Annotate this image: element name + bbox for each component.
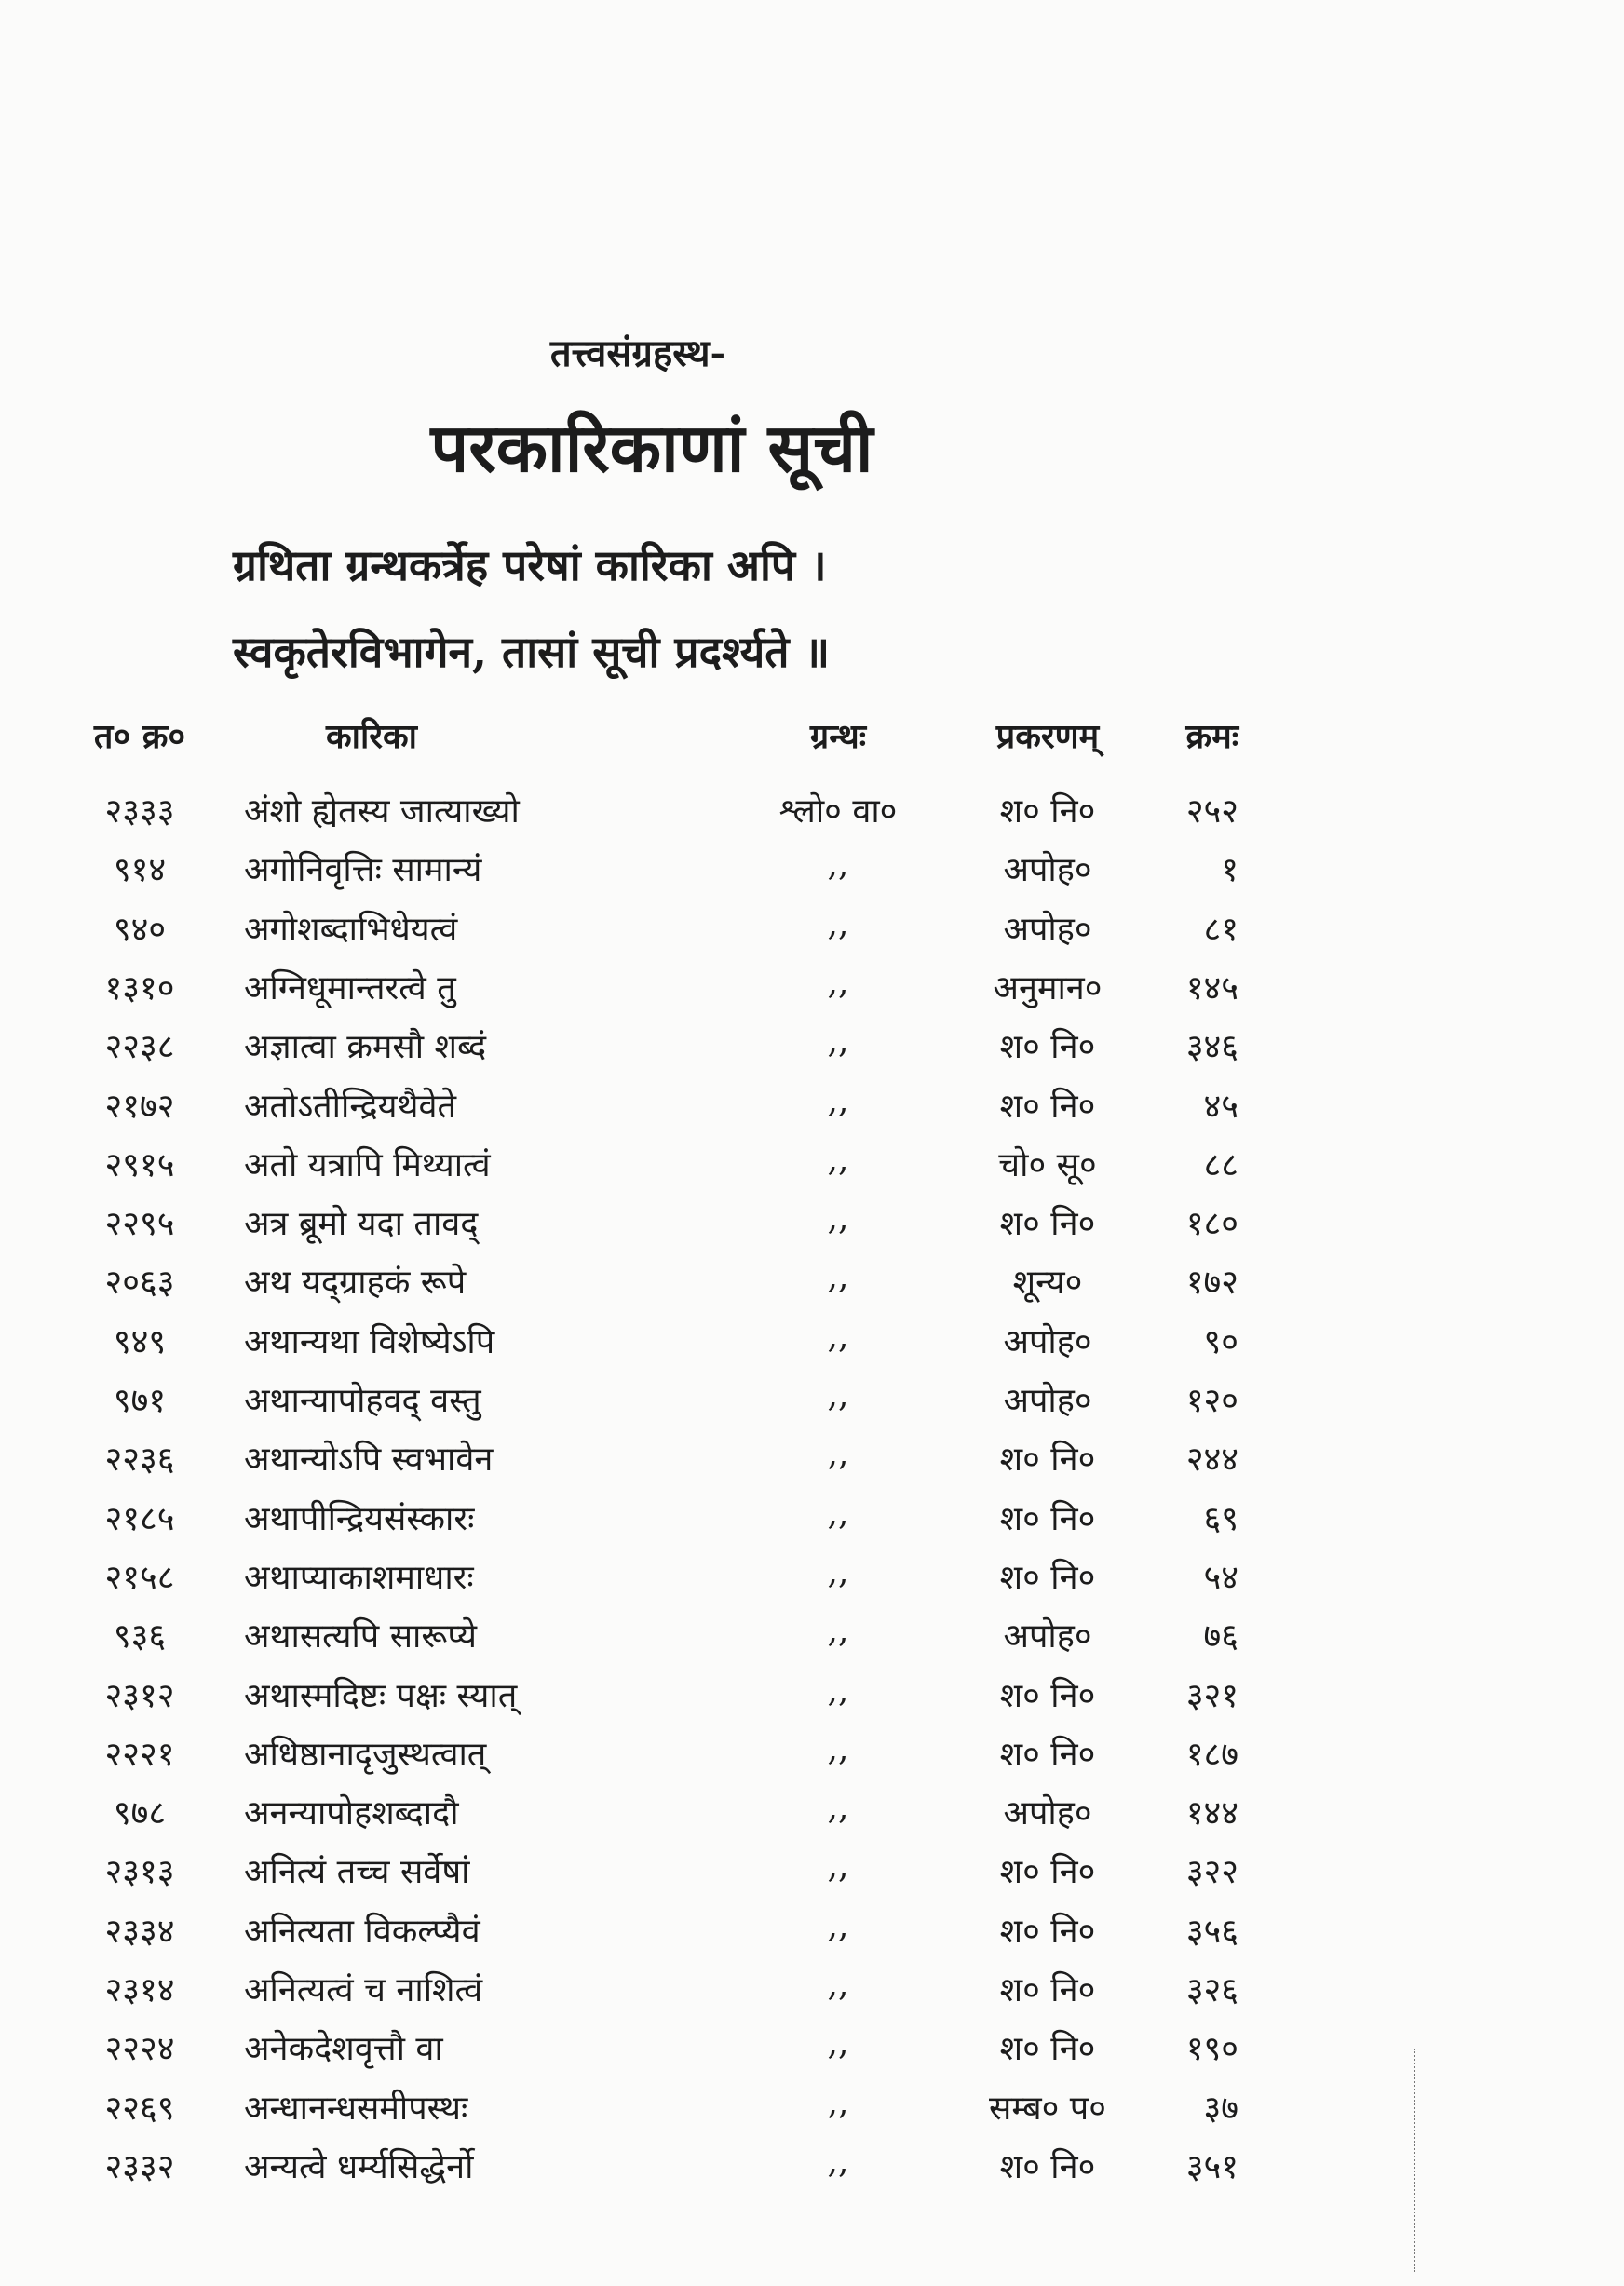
row-grantha: ,,: [827, 2142, 849, 2181]
row-karika: अन्यत्वे धर्म्यसिद्धेर्नो: [244, 2147, 474, 2186]
table-row: [0, 905, 1624, 965]
table-row: [0, 787, 1624, 846]
row-grantha: ,,: [827, 1789, 849, 1828]
row-num: १३१०: [104, 968, 175, 1008]
row-kramah: ४५: [1203, 1087, 1238, 1126]
row-prakaranam: श० नि०: [999, 1971, 1096, 2009]
row-karika: अनेकदेशवृत्तौ वा: [244, 2030, 443, 2069]
row-num: ९४९: [113, 1322, 167, 1361]
table-row: [0, 1612, 1624, 1671]
row-prakaranam: अपोह०: [1003, 1322, 1092, 1361]
row-prakaranam: अपोह०: [1003, 910, 1092, 949]
row-num: २२६९: [104, 2089, 175, 2128]
row-grantha: ,,: [827, 1671, 849, 1710]
table-row: [0, 1318, 1624, 1377]
row-prakaranam: श० नि०: [999, 1205, 1096, 1244]
table-row: [0, 1082, 1624, 1142]
row-prakaranam: श० नि०: [999, 1558, 1096, 1597]
row-num: २२२४: [104, 2030, 175, 2069]
row-karika: अंशो ह्येतस्य जात्याख्यो: [244, 792, 520, 831]
row-prakaranam: श० नि०: [999, 1499, 1096, 1538]
row-prakaranam: श० नि०: [999, 1087, 1096, 1126]
row-grantha: ,,: [827, 1612, 849, 1651]
row-prakaranam: श० नि०: [999, 2030, 1096, 2069]
header-prakaranam: प्रकरणम्: [995, 717, 1100, 756]
header-num: त० क्र०: [93, 717, 186, 756]
row-karika: अथासत्यपि सारूप्ये: [244, 1617, 478, 1657]
row-num: ९७१: [113, 1382, 167, 1420]
table-header: [0, 712, 1624, 772]
row-kramah: ३५१: [1185, 2147, 1238, 2186]
table-row: [0, 2143, 1624, 2202]
row-grantha: ,,: [827, 963, 849, 1002]
row-prakaranam: श० नि०: [999, 1912, 1096, 1951]
row-num: २१७२: [104, 1087, 175, 1126]
table-row: [0, 845, 1624, 905]
row-num: ९१४: [113, 851, 167, 890]
row-kramah: ३५६: [1185, 1912, 1238, 1951]
row-kramah: २४४: [1185, 1441, 1238, 1480]
row-num: २३३३: [104, 792, 175, 831]
table-row: [0, 2024, 1624, 2084]
row-num: २२३८: [104, 1028, 175, 1067]
table-row: [0, 964, 1624, 1023]
row-prakaranam: अपोह०: [1003, 1617, 1092, 1657]
row-grantha: ,,: [827, 1317, 849, 1356]
sup-title: तत्त्वसंग्रहस्थ-: [549, 331, 726, 375]
row-kramah: १२०: [1185, 1382, 1238, 1420]
row-kramah: ३४६: [1185, 1028, 1238, 1067]
row-kramah: ३२१: [1185, 1676, 1238, 1715]
row-kramah: ३२२: [1185, 1853, 1238, 1892]
row-num: २०६३: [104, 1264, 175, 1303]
row-grantha: ,,: [827, 1199, 849, 1238]
row-kramah: ८८: [1203, 1145, 1238, 1184]
row-karika: अनित्यत्वं च नाशित्वं: [244, 1971, 483, 2009]
row-kramah: ५४: [1203, 1558, 1238, 1597]
row-karika: अनित्यं तच्च सर्वेषां: [244, 1853, 470, 1892]
table-row: [0, 1199, 1624, 1259]
page-title: परकारिकाणां सूची: [430, 408, 873, 487]
header-karika: कारिका: [326, 717, 417, 756]
row-grantha: ,,: [827, 1081, 849, 1120]
row-karika: अथान्यथा विशेष्येऽपि: [244, 1322, 495, 1361]
table-row: [0, 1847, 1624, 1907]
row-kramah: ६९: [1203, 1499, 1238, 1538]
row-num: २२२१: [104, 1735, 175, 1774]
row-prakaranam: श० नि०: [999, 1028, 1096, 1067]
row-karika: अत्र ब्रूमो यदा तावद्: [244, 1205, 479, 1244]
row-kramah: ९०: [1203, 1322, 1238, 1361]
row-prakaranam: श० नि०: [999, 792, 1096, 831]
row-prakaranam: श० नि०: [999, 2147, 1096, 2186]
row-kramah: १८०: [1185, 1205, 1238, 1244]
row-grantha: ,,: [827, 1906, 849, 1945]
row-num: ९४०: [113, 910, 167, 949]
row-num: २३१४: [104, 1971, 175, 2009]
row-prakaranam: शून्य०: [1012, 1264, 1083, 1303]
row-karika: अथास्मदिष्टः पक्षः स्यात्: [244, 1676, 518, 1715]
row-grantha: ,,: [827, 1376, 849, 1414]
row-num: २२३६: [104, 1441, 175, 1480]
row-prakaranam: अपोह०: [1003, 1794, 1092, 1833]
row-prakaranam: अनुमान०: [993, 968, 1103, 1008]
row-karika: अन्धानन्धसमीपस्थः: [244, 2089, 468, 2128]
row-num: २१५८: [104, 1558, 175, 1597]
row-prakaranam: श० नि०: [999, 1735, 1096, 1774]
table-row: [0, 1141, 1624, 1200]
row-num: २३३४: [104, 1912, 175, 1951]
table-row: [0, 1376, 1624, 1436]
row-num: ९३६: [113, 1617, 167, 1657]
row-grantha: ,,: [827, 1022, 849, 1062]
header-kramah: क्रमः: [1185, 717, 1238, 756]
row-kramah: ८१: [1203, 910, 1238, 949]
table-row: [0, 2084, 1624, 2144]
row-prakaranam: श० नि०: [999, 1853, 1096, 1892]
margin-mark: [1414, 2049, 1418, 2272]
row-num: २९१५: [104, 1145, 175, 1184]
row-grantha: ,,: [827, 1729, 849, 1768]
table-row: [0, 1730, 1624, 1790]
row-grantha: श्लो० वा०: [778, 792, 898, 831]
row-grantha: ,,: [827, 1258, 849, 1297]
row-grantha: ,,: [827, 845, 849, 885]
row-grantha: ,,: [827, 1847, 849, 1887]
row-kramah: १९०: [1185, 2030, 1238, 2069]
table-row: [0, 1671, 1624, 1731]
table-row: [0, 1495, 1624, 1554]
row-num: २१८५: [104, 1499, 175, 1538]
row-num: २३१२: [104, 1676, 175, 1715]
row-karika: अनन्यापोहशब्दादौ: [244, 1794, 459, 1833]
table-row: [0, 1789, 1624, 1848]
row-karika: अतो यत्रापि मिथ्यात्वं: [244, 1145, 491, 1184]
row-karika: अनित्यता विकल्प्यैवं: [244, 1912, 480, 1951]
row-grantha: ,,: [827, 904, 849, 943]
row-num: २३१३: [104, 1853, 175, 1892]
row-kramah: ३७: [1203, 2089, 1238, 2128]
row-kramah: १४४: [1185, 1794, 1238, 1833]
row-grantha: ,,: [827, 1552, 849, 1591]
row-grantha: ,,: [827, 1435, 849, 1474]
row-grantha: ,,: [827, 2083, 849, 2122]
row-kramah: १४५: [1185, 968, 1238, 1008]
row-prakaranam: अपोह०: [1003, 851, 1092, 890]
row-prakaranam: श० नि०: [999, 1676, 1096, 1715]
row-karika: अथ यद्ग्राहकं रूपे: [244, 1264, 467, 1303]
row-grantha: ,,: [827, 2024, 849, 2063]
row-grantha: ,,: [827, 1494, 849, 1533]
header-grantha: ग्रन्थः: [809, 717, 867, 756]
row-grantha: ,,: [827, 1966, 849, 2004]
row-kramah: २५२: [1185, 792, 1238, 831]
table-row: [0, 1553, 1624, 1613]
row-karika: अगोशब्दाभिधेयत्वं: [244, 910, 458, 949]
row-prakaranam: सम्ब० प०: [989, 2089, 1106, 2128]
row-karika: अथान्यापोहवद् वस्तु: [244, 1382, 481, 1420]
table-row: [0, 1966, 1624, 2025]
table-row: [0, 1258, 1624, 1318]
row-karika: अज्ञात्वा क्रमसौ शब्दं: [244, 1028, 487, 1067]
row-prakaranam: श० नि०: [999, 1441, 1096, 1480]
row-karika: अथान्योऽपि स्वभावेन: [244, 1441, 494, 1480]
row-karika: अग्निधूमान्तरत्वे तु: [244, 968, 456, 1008]
row-kramah: १: [1221, 851, 1238, 890]
row-karika: अथापीन्द्रियसंस्कारः: [244, 1499, 475, 1538]
verse-line-1: ग्रथिता ग्रन्थकर्त्रेह परेषां कारिका अपि ।: [233, 540, 827, 590]
verse-line-2: स्वकृतेरविभागेन, तासां सूची प्रदर्श्यते ॥: [233, 627, 831, 677]
table-row: [0, 1907, 1624, 1967]
row-kramah: ३२६: [1185, 1971, 1238, 2009]
row-prakaranam: अपोह०: [1003, 1382, 1092, 1420]
row-num: २३३२: [104, 2147, 175, 2186]
row-grantha: ,,: [827, 1140, 849, 1179]
row-karika: अथाप्याकाशमाधारः: [244, 1558, 474, 1597]
row-kramah: १८७: [1185, 1735, 1238, 1774]
row-karika: अगोनिवृत्तिः सामान्यं: [244, 851, 482, 890]
row-kramah: १७२: [1185, 1264, 1238, 1303]
row-num: ९७८: [113, 1794, 167, 1833]
row-prakaranam: चो० सू०: [998, 1145, 1097, 1184]
row-karika: अधिष्ठानादृजुस्थत्वात्: [244, 1735, 487, 1774]
table-row: [0, 1022, 1624, 1082]
row-kramah: ७६: [1203, 1617, 1238, 1657]
row-num: २२९५: [104, 1205, 175, 1244]
table-row: [0, 1435, 1624, 1495]
row-karika: अतोऽतीन्द्रियथैवेते: [244, 1087, 456, 1126]
